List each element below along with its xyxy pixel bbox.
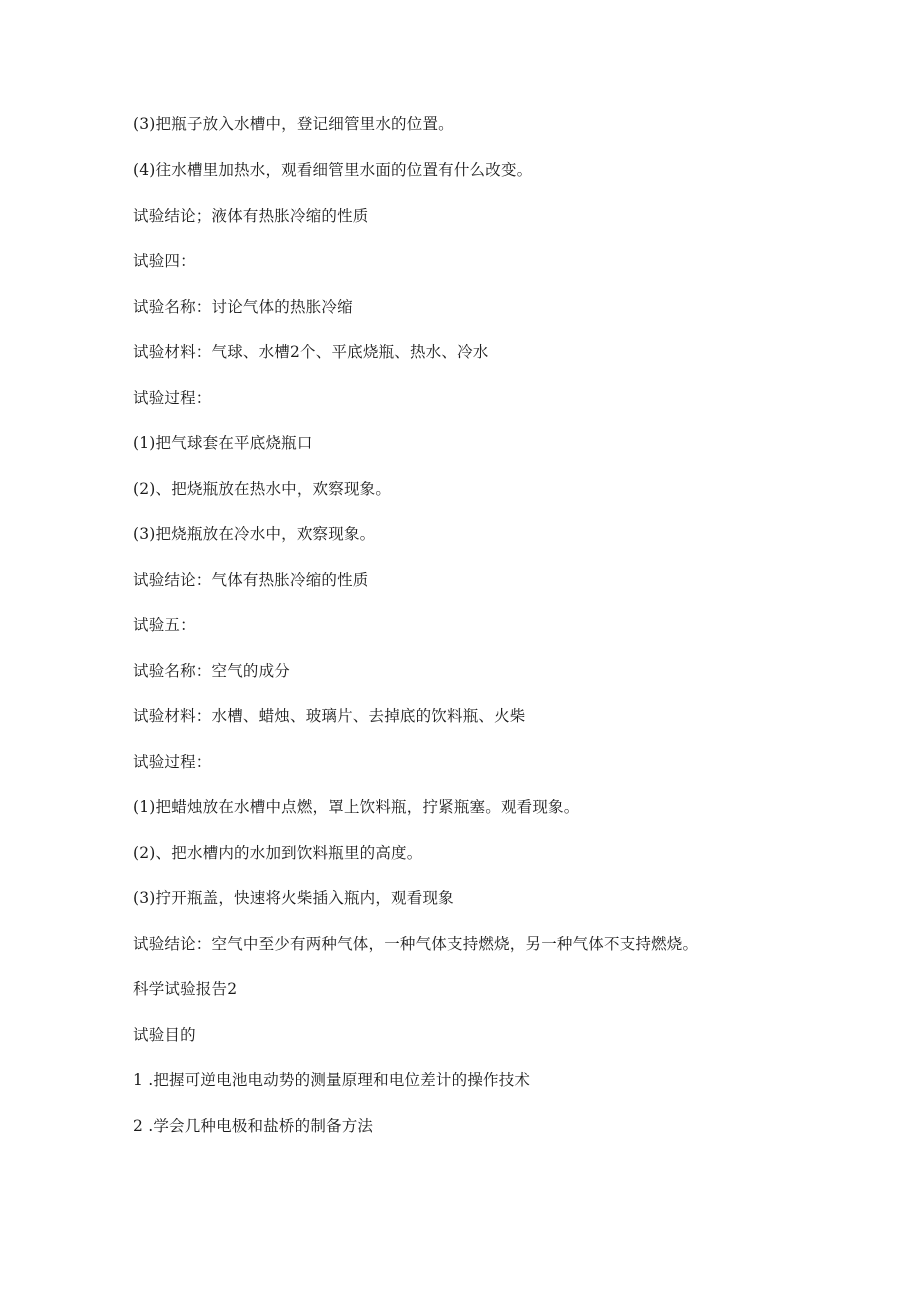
text-line: (3)把瓶子放入水槽中，登记细管里水的位置。 [133,115,454,133]
text-line: (4)往水槽里加热水，观看细管里水面的位置有什么改变。 [133,161,533,179]
text-line: (2)、把烧瓶放在热水中，欢察现象。 [133,480,392,498]
text-line: (1)把蜡烛放在水槽中点燃，罩上饮料瓶，拧紧瓶塞。观看现象。 [133,798,580,816]
text-line: 试验材料：水槽、蜡烛、玻璃片、去掉底的饮料瓶、火柴 [133,707,526,725]
text-line: (1)把气球套在平底烧瓶口 [133,434,313,452]
text-line: 试验过程： [133,389,212,407]
text-line: 试验结论：空气中至少有两种气体，一种气体支持燃烧，另一种气体不支持燃烧。 [133,935,699,953]
section-heading: 试验五： [133,616,196,634]
section-heading: 试验四： [133,252,196,270]
text-line: (3)拧开瓶盖，快速将火柴插入瓶内，观看现象 [133,889,454,907]
text-line: 试验材料：气球、水槽2个、平底烧瓶、热水、冷水 [133,343,489,361]
text-line: (3)把烧瓶放在冷水中，欢察现象。 [133,525,376,543]
list-item: 2 .学会几种电极和盐桥的制备方法 [133,1117,374,1135]
text-line: 试验结论：气体有热胀冷缩的性质 [133,571,369,589]
text-line: 试验名称：讨论气体的热胀冷缩 [133,298,353,316]
section-heading: 试验目的 [133,1026,196,1044]
text-line: 试验结论；液体有热胀冷缩的性质 [133,207,369,225]
list-item: 1 .把握可逆电池电动势的测量原理和电位差计的操作技术 [133,1071,531,1089]
report-title: 科学试验报告2 [133,980,238,998]
text-line: 试验名称：空气的成分 [133,662,291,680]
text-line: 试验过程： [133,753,212,771]
text-line: (2)、把水槽内的水加到饮料瓶里的高度。 [133,844,423,862]
